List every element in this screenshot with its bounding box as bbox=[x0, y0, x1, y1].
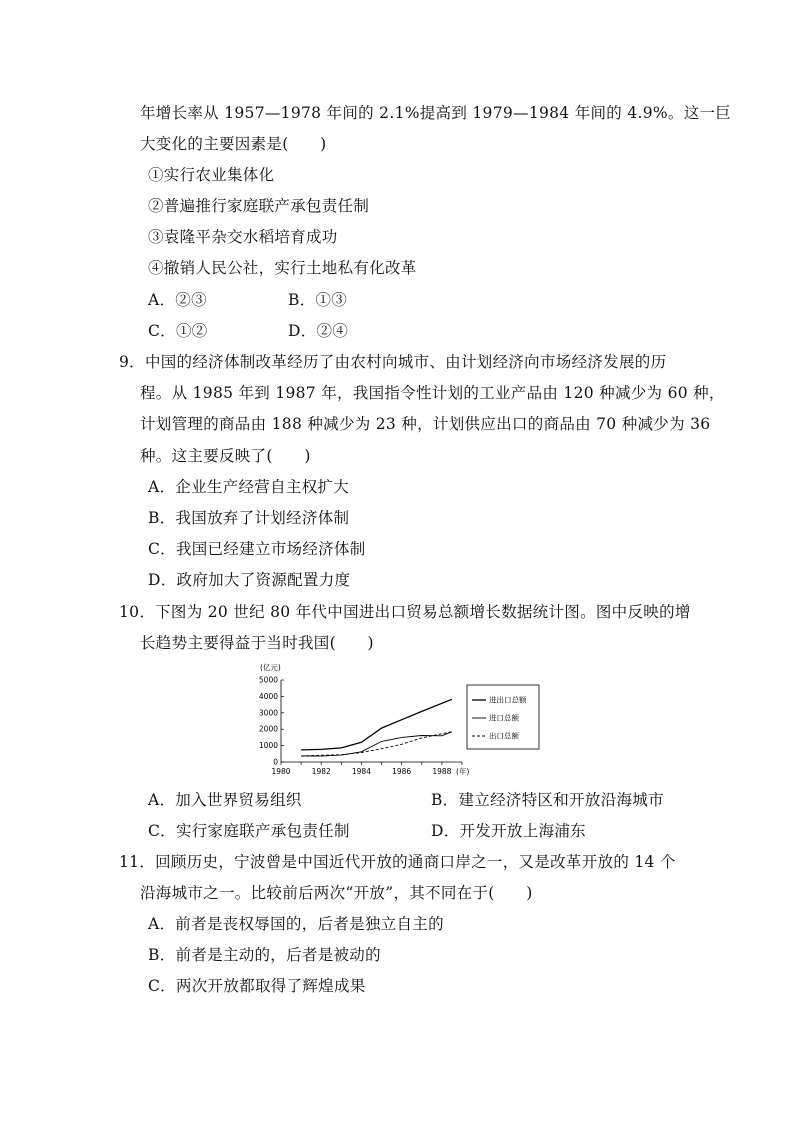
trade-chart-svg bbox=[256, 658, 546, 780]
q10-option-c: C．实行家庭联产承包责任制 bbox=[148, 822, 350, 840]
q9-option-b: B．我国放弃了计划经济体制 bbox=[148, 509, 350, 527]
series-line-2 bbox=[301, 732, 452, 756]
q8-option-a: A．②③ bbox=[148, 291, 207, 309]
x-tick-label: 1988 bbox=[432, 767, 452, 776]
y-tick-label: 1000 bbox=[258, 741, 278, 751]
y-tick-label: 5000 bbox=[258, 675, 278, 685]
x-tick-label: 1984 bbox=[351, 767, 371, 776]
q10-option-d: D．开发开放上海浦东 bbox=[431, 822, 586, 840]
q10-option-b: B．建立经济特区和开放沿海城市 bbox=[431, 791, 664, 809]
q8-stem-line-1: 年增长率从 1957—1978 年间的 2.1%提高到 1979—1984 年间的 4.9%。这一巨 bbox=[140, 104, 732, 122]
y-tick-label: 2000 bbox=[258, 724, 278, 734]
q9-option-a: A．企业生产经营自主权扩大 bbox=[148, 478, 350, 496]
y-tick-label: 4000 bbox=[258, 691, 278, 701]
q11-stem-line-1: 11．回顾历史，宁波曾是中国近代开放的通商口岸之一，又是改革开放的 14 个 bbox=[119, 853, 676, 871]
y-tick-label: 3000 bbox=[258, 708, 278, 718]
x-tick-label: 1986 bbox=[392, 767, 412, 776]
y-axis-label: (亿元) bbox=[260, 663, 281, 672]
series-line-1 bbox=[301, 699, 452, 750]
y-tick-label: 0 bbox=[273, 757, 278, 767]
q8-item-4: ④撤销人民公社，实行土地私有化改革 bbox=[148, 259, 417, 277]
q9-stem-line-2: 程。从 1985 年到 1987 年，我国指令性计划的工业产品由 120 种减少为 60 种， bbox=[140, 384, 725, 402]
q9-option-c: C．我国已经建立市场经济体制 bbox=[148, 540, 366, 558]
q11-option-c: C．两次开放都取得了辉煌成果 bbox=[148, 977, 366, 995]
x-tick-label: 1982 bbox=[311, 767, 331, 776]
q9-stem-line-1: 9．中国的经济体制改革经历了由农村向城市、由计划经济向市场经济发展的历 bbox=[119, 353, 667, 371]
q8-option-c: C．①② bbox=[148, 322, 208, 340]
q8-item-2: ②普遍推行家庭联产承包责任制 bbox=[148, 197, 370, 215]
q8-option-b: B．①③ bbox=[288, 291, 348, 309]
q9-stem-line-3: 计划管理的商品由 188 种减少为 23 种，计划供应出口的商品由 70 种减少为 36 bbox=[140, 415, 711, 433]
legend-label-2: 进口总额 bbox=[489, 713, 519, 723]
x-axis-label: (年) bbox=[456, 767, 470, 776]
q11-option-b: B．前者是主动的，后者是被动的 bbox=[148, 946, 381, 964]
q10-stem-line-1: 10．下图为 20 世纪 80 年代中国进出口贸易总额增长数据统计图。图中反映的增 bbox=[119, 603, 691, 621]
q8-item-1: ①实行农业集体化 bbox=[148, 166, 275, 184]
q11-option-a: A．前者是丧权辱国的，后者是独立自主的 bbox=[148, 915, 444, 933]
q8-stem-line-2: 大变化的主要因素是( ) bbox=[140, 135, 327, 153]
q11-stem-line-2: 沿海城市之一。比较前后两次“开放”，其不同在于( ) bbox=[140, 884, 533, 902]
legend-label-1: 进出口总额 bbox=[489, 695, 527, 705]
legend-label-3: 出口总额 bbox=[489, 731, 519, 741]
trade-chart bbox=[256, 658, 546, 780]
q9-option-d: D．政府加大了资源配置力度 bbox=[148, 571, 351, 589]
q8-item-3: ③袁隆平杂交水稻培育成功 bbox=[148, 228, 338, 246]
x-tick-label: 1980 bbox=[271, 767, 291, 776]
q10-option-a: A．加入世界贸易组织 bbox=[148, 791, 302, 809]
q10-stem-line-2: 长趋势主要得益于当时我国( ) bbox=[140, 634, 374, 652]
q8-option-d: D．②④ bbox=[288, 322, 349, 340]
q9-stem-line-4: 种。这主要反映了( ) bbox=[140, 447, 311, 465]
